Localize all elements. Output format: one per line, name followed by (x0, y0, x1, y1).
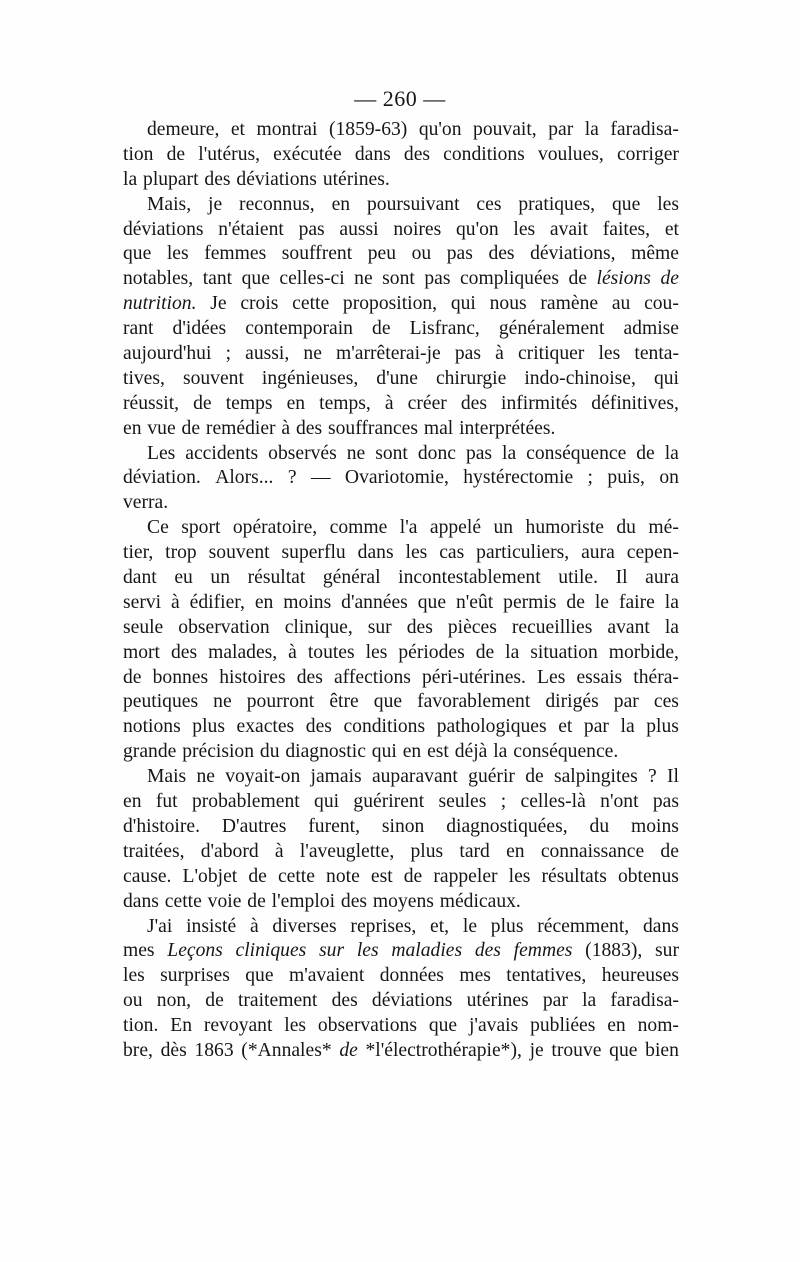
text-line: en fut probablement qui guérirent seules ; celles-là n'ont pas (123, 791, 679, 813)
text-line: notions plus exactes des conditions pathologiques et par la plus (123, 716, 679, 738)
paragraph (123, 118, 679, 193)
paragraph (123, 765, 679, 914)
text-line: aujourd'hui ; aussi, ne m'arrêterai-je pas à critiquer les tenta- (123, 343, 679, 365)
text-line: réussit, de temps en temps, à créer des infirmités définitives, (123, 392, 679, 414)
text-line: en vue de remédier à des souffrances mal interprétées. (123, 417, 556, 439)
paragraph (123, 193, 679, 442)
text-line: tier, trop souvent superflu dans les cas particuliers, aura cepen- (123, 542, 679, 564)
text-line: verra. (123, 492, 169, 514)
text-line: nutrition. Je crois cette proposition, qui nous ramène au cou- (123, 293, 679, 315)
text-line: Ce sport opératoire, comme l'a appelé un humoriste du mé- (147, 517, 679, 539)
text-line: demeure, et montrai (1859-63) qu'on pouvait, par la faradisa- (147, 119, 679, 140)
text-line: que les femmes souffrent peu ou pas des déviations, même (123, 243, 679, 265)
text-line: dant eu un résultat général incontestablement utile. Il aura (123, 567, 679, 589)
text-line: cause. L'objet de cette note est de rappeler les résultats obtenus (123, 865, 679, 887)
text-line: Mais ne voyait-on jamais auparavant guérir de salpingites ? Il (147, 766, 679, 788)
text-line: peutiques ne pourront être que favorablement dirigés par ces (123, 691, 679, 713)
text-line: les surprises que m'avaient données mes tentatives, heureuses (123, 965, 679, 987)
text-line: Mais, je reconnus, en poursuivant ces pratiques, que les (147, 193, 679, 215)
text-line: tives, souvent ingénieuses, d'une chirurgie indo-chinoise, qui (123, 367, 679, 389)
paragraph (123, 915, 679, 1064)
text-line: déviations n'étaient pas aussi noires qu'on les avait faites, et (123, 218, 679, 240)
text-line: d'histoire. D'autres furent, sinon diagnostiquées, du moins (123, 815, 679, 837)
text-line: ou non, de traitement des déviations utérines par la faradisa- (123, 990, 679, 1012)
text-line: dans cette voie de l'emploi des moyens médicaux. (123, 890, 521, 912)
paragraph (123, 442, 679, 517)
text-line: bre, dès 1863 (*Annales* de *l'électrothérapie*), je trouve que bien (123, 1039, 679, 1061)
page-number: — 260 — (354, 86, 446, 111)
text-line: de bonnes histoires des affections péri-utérines. Les essais théra- (123, 666, 679, 688)
text-line: rant d'idées contemporain de Lisfranc, généralement admise (123, 318, 679, 340)
text-line: servi à édifier, en moins d'années que n'eût permis de le faire la (123, 591, 679, 613)
paragraph (123, 516, 679, 765)
text-line: mort des malades, à toutes les périodes de la situation morbide, (123, 641, 679, 663)
text-line: traitées, d'abord à l'aveuglette, plus tard en connaissance de (123, 840, 679, 862)
text-line: notables, tant que celles-ci ne sont pas compliquées de lésions de (123, 268, 679, 290)
text-line: Les accidents observés ne sont donc pas la conséquence de la (147, 442, 679, 464)
text-line: grande précision du diagnostic qui en est déjà la conséquence. (123, 741, 619, 763)
text-line: la plupart des déviations utérines. (123, 168, 390, 190)
text-line: seule observation clinique, sur des pièces recueillies avant la (123, 616, 679, 638)
text-line: tion. En revoyant les observations que j'avais publiées en nom- (123, 1015, 679, 1037)
text-line: tion de l'utérus, exécutée dans des conditions voulues, corriger (123, 143, 679, 165)
text-line: mes Leçons cliniques sur les maladies des femmes (1883), sur (123, 940, 679, 962)
body-text (123, 118, 679, 1064)
text-line: déviation. Alors... ? — Ovariotomie, hystérectomie ; puis, on (123, 467, 679, 489)
text-line: J'ai insisté à diverses reprises, et, le plus récemment, dans (147, 915, 679, 937)
